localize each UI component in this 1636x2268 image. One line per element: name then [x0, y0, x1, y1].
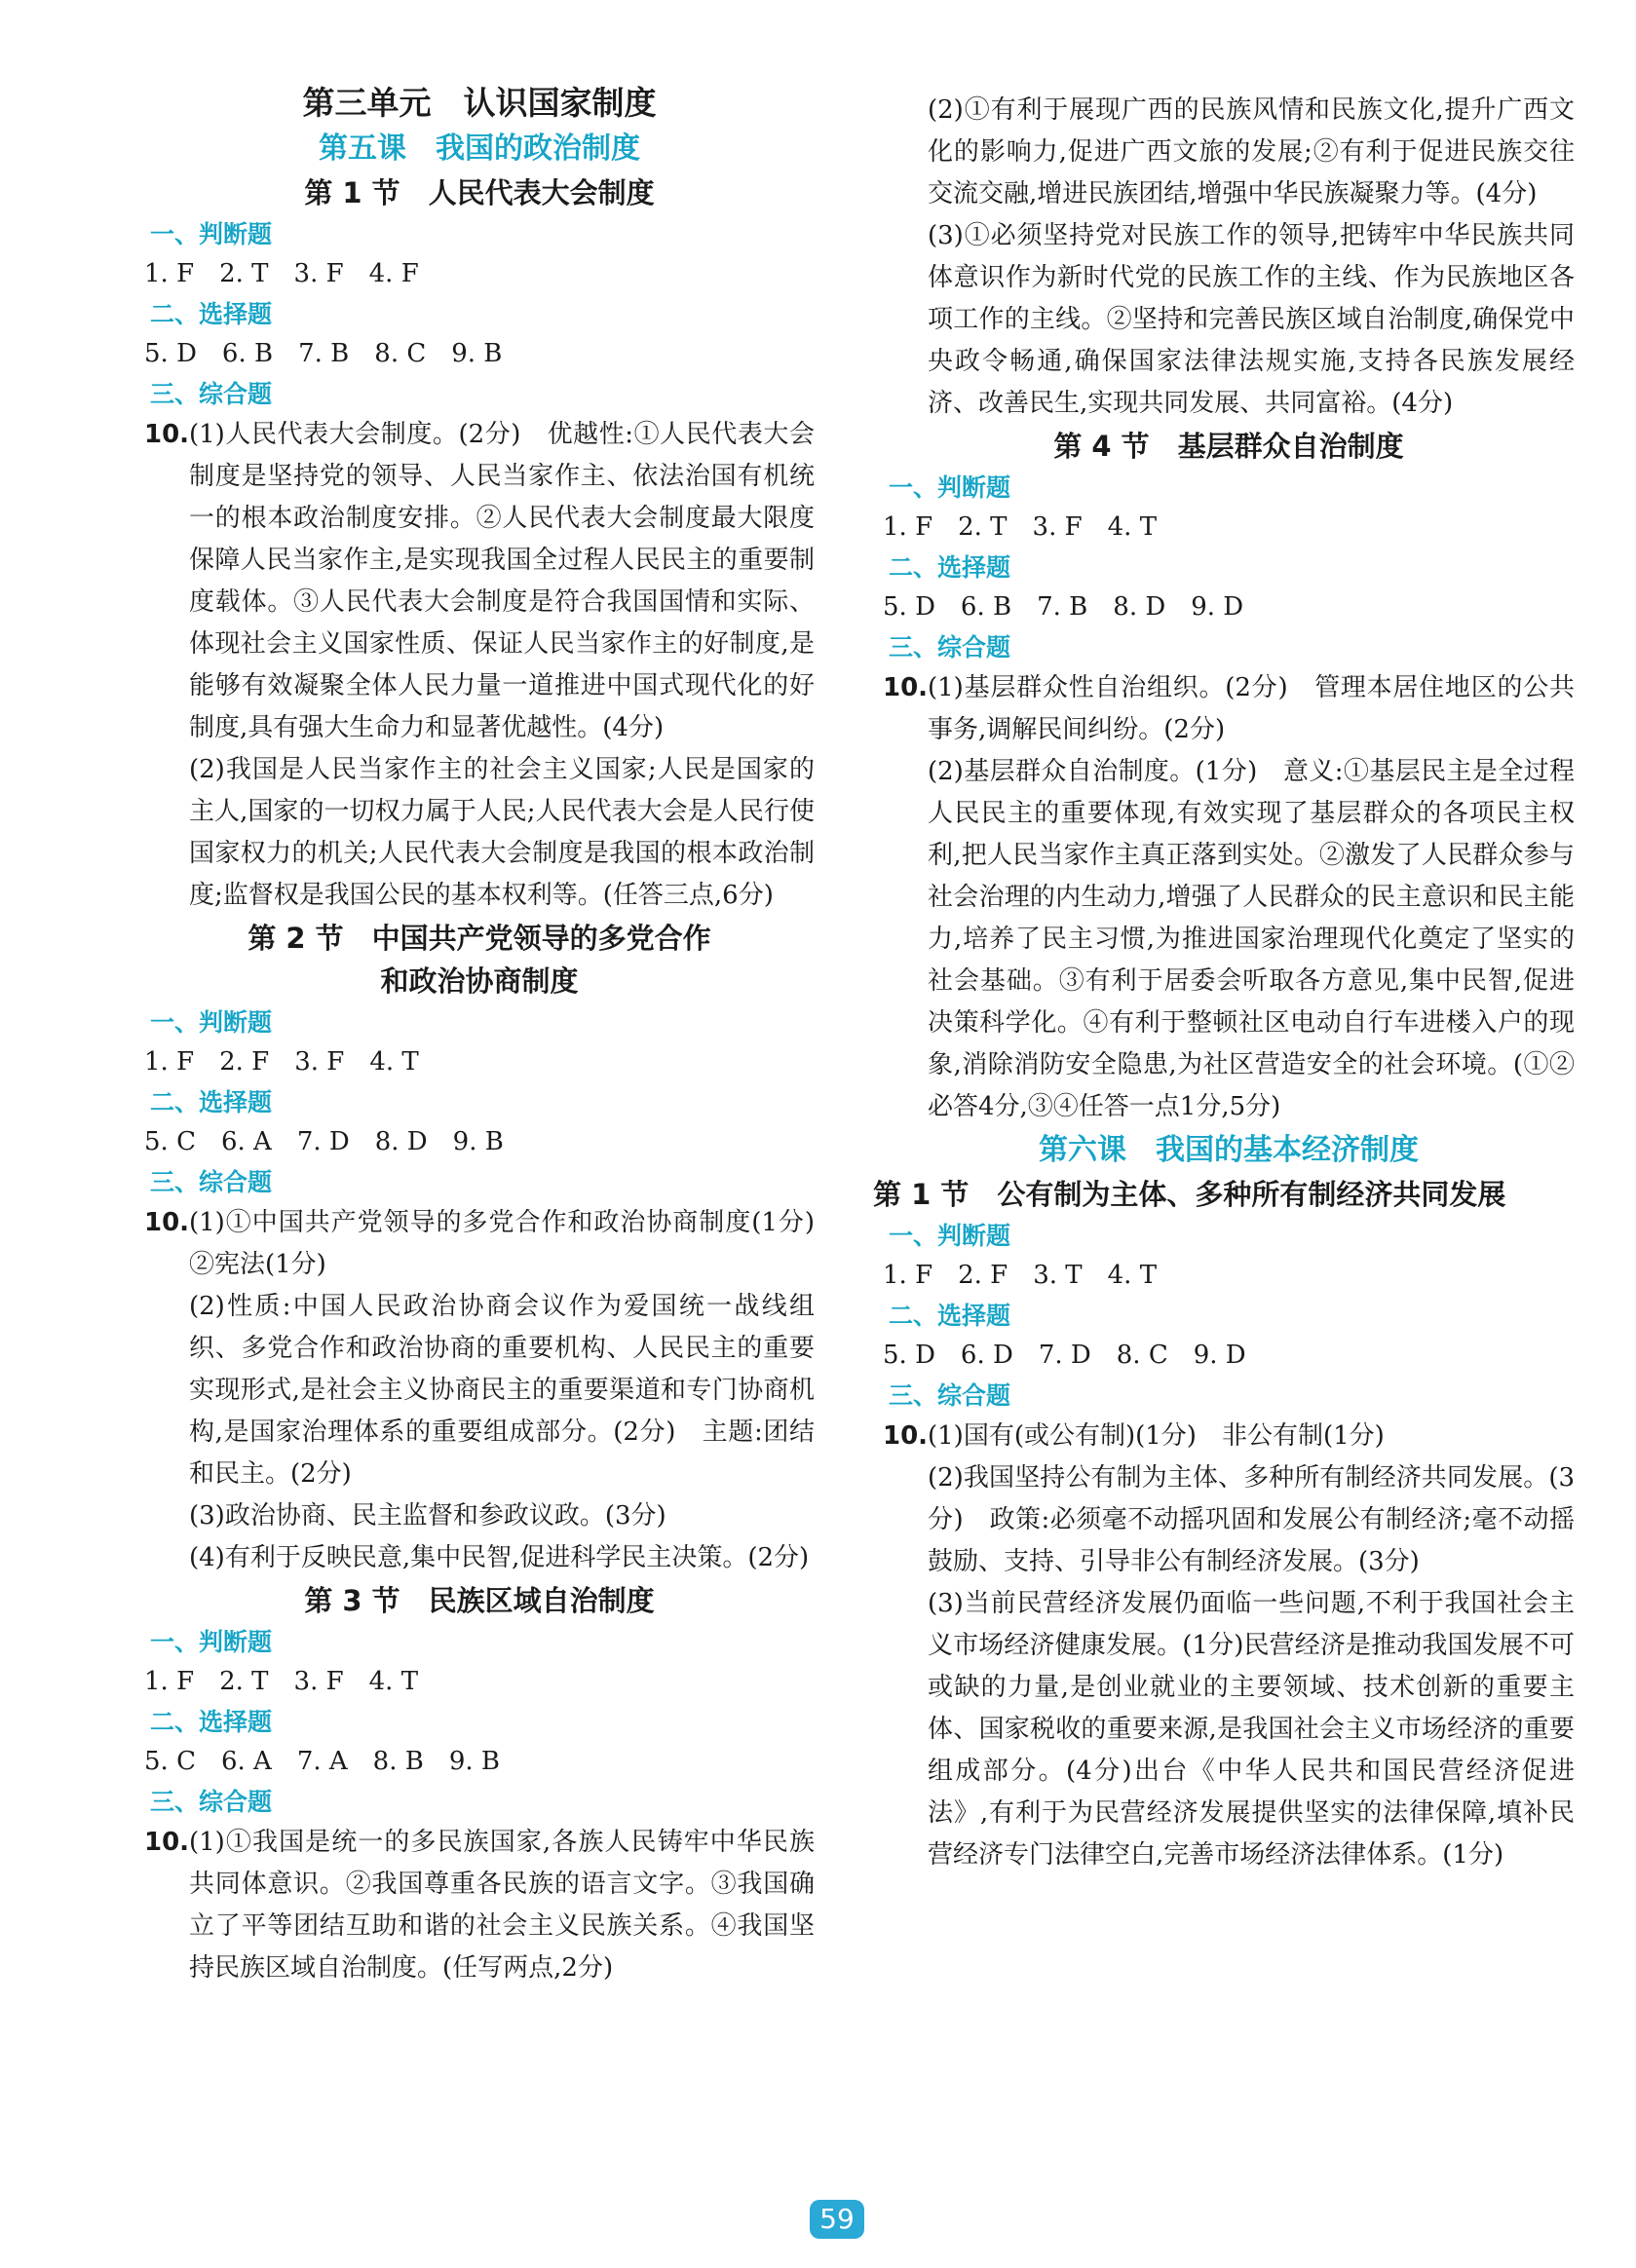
answer-line: 5. C 6. A 7. D 8. D 9. B	[144, 1127, 504, 1156]
answer-paragraph: (3)①必须坚持党对民族工作的领导,把铸牢中华民族共同体意识作为新时代党的民族工作的主线、作为民族地区各项工作的主线。②坚持和完善民族区域自治制度,确保党中央政令畅通,确保国家法律法规实施,支持各民族发展经济、改善民生,实现共同发展、共同富裕。(4分)	[928, 221, 1575, 418]
unit-title: 第三单元 认识国家制度	[302, 84, 657, 122]
answer-paragraph: (1)国有(或公有制)(1分) 非公有制(1分)	[928, 1421, 1385, 1451]
question-type-label: 三、综合题	[150, 380, 273, 408]
section-title-line2: 和政治协商制度	[380, 964, 579, 998]
question-type-label: 一、判断题	[150, 220, 273, 248]
question-type-label: 三、综合题	[150, 1788, 273, 1816]
answer-paragraph: (2)我国是人民当家作主的社会主义国家;人民是国家的主人,国家的一切权力属于人民;人民代表大会是人民行使国家权力的机关;人民代表大会制度是我国的根本政治制度;监督权是我国公民的基本权利等。(任答三点,6分)	[189, 755, 815, 910]
answer-line: 1. F 2. F 3. F 4. T	[144, 1047, 419, 1077]
question-type-label: 一、判断题	[889, 473, 1011, 502]
answer-paragraph: (2)我国坚持公有制为主体、多种所有制经济共同发展。(3分) 政策:必须毫不动摇巩固和发展公有制经济;毫不动摇鼓励、支持、引导非公有制经济发展。(3分)	[928, 1463, 1575, 1576]
question-type-label: 一、判断题	[150, 1628, 273, 1656]
question-10	[144, 1202, 841, 1579]
question-type-label: 一、判断题	[889, 1222, 1011, 1250]
answer-paragraph: (2)①有利于展现广西的民族风情和民族文化,提升广西文化的影响力,促进广西文旅的发展;②有利于促进民族交往交流交融,增进民族团结,增强中华民族凝聚力等。(4分)	[928, 95, 1575, 208]
question-number: 10.	[144, 420, 190, 449]
question-10	[144, 1822, 815, 1989]
section-1	[144, 171, 815, 917]
question-type-label: 二、选择题	[150, 1708, 273, 1736]
answer-line: 1. F 2. T 3. F 4. F	[144, 259, 419, 288]
question-type-label: 二、选择题	[150, 300, 273, 328]
question-10	[883, 667, 1575, 1128]
page-number: 59	[810, 2200, 864, 2239]
question-type-label: 一、判断题	[150, 1008, 273, 1037]
answer-line: 5. D 6. B 7. B 8. C 9. B	[144, 339, 503, 368]
answer-paragraph: (3)政治协商、民主监督和参政议政。(3分)	[189, 1501, 666, 1531]
question-type-label: 二、选择题	[150, 1088, 273, 1116]
answer-line: 5. C 6. A 7. A 8. B 9. B	[144, 1747, 501, 1776]
answer-paragraph: (1)①我国是统一的多民族国家,各族人民铸牢中华民族共同体意识。②我国尊重各民族的语言文字。③我国确立了平等团结互助和谐的社会主义民族关系。④我国坚持民族区域自治制度。(任写两点,2分)	[189, 1828, 815, 1983]
question-type-label: 二、选择题	[889, 553, 1011, 582]
answer-paragraph: (2)性质:中国人民政治协商会议作为爱国统一战线组织、多党合作和政治协商的重要机构、人民民主的重要实现形式,是社会主义协商民主的重要渠道和专门协商机构,是国家治理体系的重要组成部分。(2分) 主题:团结和民主。(2分)	[189, 1292, 815, 1489]
section-title: 第 2 节 中国共产党领导的多党合作	[247, 922, 711, 955]
answer-paragraph: (4)有利于反映民意,集中民智,促进科学民主决策。(2分)	[189, 1543, 810, 1572]
answer-line: 1. F 2. T 3. F 4. T	[144, 1667, 419, 1696]
section-5	[873, 1173, 1575, 1876]
question-number: 10.	[144, 1208, 190, 1237]
section-3-continued	[883, 90, 1575, 425]
section-title: 第 3 节 民族区域自治制度	[304, 1584, 655, 1617]
answer-paragraph: (1)①中国共产党领导的多党合作和政治协商制度(1分) ②宪法(1分)	[189, 1208, 841, 1279]
section-4	[883, 425, 1575, 1128]
answer-paragraph: (2)基层群众自治制度。(1分) 意义:①基层民主是全过程人民民主的重要体现,有效实现了基层群众的各项民主权利,把人民当家作主真正落到实处。②激发了人民群众参与社会治理的内生动力,增强了人民群众的民主意识和民主能力,培养了民主习惯,为推进国家治理现代化奠定了坚实的社会基础。③有利于居委会听取各方意见,集中民智,促进决策科学化。④有利于整顿社区电动自行车进楼入户的现象,消除消防安全隐患,为社区营造安全的社会环境。(①②必答4分,③④任答一点1分,5分)	[928, 757, 1575, 1121]
left-column	[144, 80, 841, 1989]
question-type-label: 三、综合题	[889, 1381, 1011, 1410]
section-title: 第 4 节 基层群众自治制度	[1053, 430, 1404, 463]
question-10	[144, 414, 815, 917]
answer-paragraph: (3)当前民营经济发展仍面临一些问题,不利于我国社会主义市场经济健康发展。(1分)民营经济是推动我国发展不可或缺的力量,是创业就业的主要领域、技术创新的重要主体、国家税收的重要来源,是我国社会主义市场经济的重要组成部分。(4分)出台《中华人民共和国民营经济促进法》,有利于为民营经济发展提供坚实的法律保障,填补民营经济专门法律空白,完善市场经济法律体系。(1分)	[928, 1589, 1575, 1870]
answer-line: 1. F 2. F 3. T 4. T	[883, 1261, 1158, 1290]
section-2	[144, 917, 841, 1579]
section-title: 第 1 节 公有制为主体、多种所有制经济共同发展	[873, 1178, 1506, 1211]
section-title: 第 1 节 人民代表大会制度	[304, 176, 655, 209]
lesson-title-5: 第五课 我国的政治制度	[319, 132, 640, 166]
lesson-title-6: 第六课 我国的基本经济制度	[1039, 1133, 1419, 1167]
question-number: 10.	[883, 1421, 929, 1451]
answer-paragraph: (1)人民代表大会制度。(2分) 优越性:①人民代表大会制度是坚持党的领导、人民当家作主、依法治国有机统一的根本政治制度安排。②人民代表大会制度最大限度保障人民当家作主,是实现我国全过程人民民主的重要制度载体。③人民代表大会制度是符合我国国情和实际、体现社会主义国家性质、保证人民当家作主的好制度,是能够有效凝聚全体人民力量一道推进中国式现代化的好制度,具有强大生命力和显著优越性。(4分)	[189, 420, 815, 742]
question-type-label: 三、综合题	[150, 1168, 273, 1196]
answer-line: 5. D 6. D 7. D 8. C 9. D	[883, 1341, 1246, 1370]
answer-paragraph: (1)基层群众性自治组织。(2分) 管理本居住地区的公共事务,调解民间纠纷。(2分)	[928, 673, 1575, 744]
question-10	[883, 1416, 1575, 1876]
answer-line: 5. D 6. B 7. B 8. D 9. D	[883, 592, 1244, 622]
question-type-label: 二、选择题	[889, 1302, 1011, 1330]
answer-line: 1. F 2. T 3. F 4. T	[883, 512, 1158, 542]
question-number: 10.	[883, 673, 929, 702]
section-3	[144, 1579, 815, 1989]
question-number: 10.	[144, 1828, 190, 1857]
right-column	[873, 90, 1575, 1876]
question-type-label: 三、综合题	[889, 633, 1011, 662]
